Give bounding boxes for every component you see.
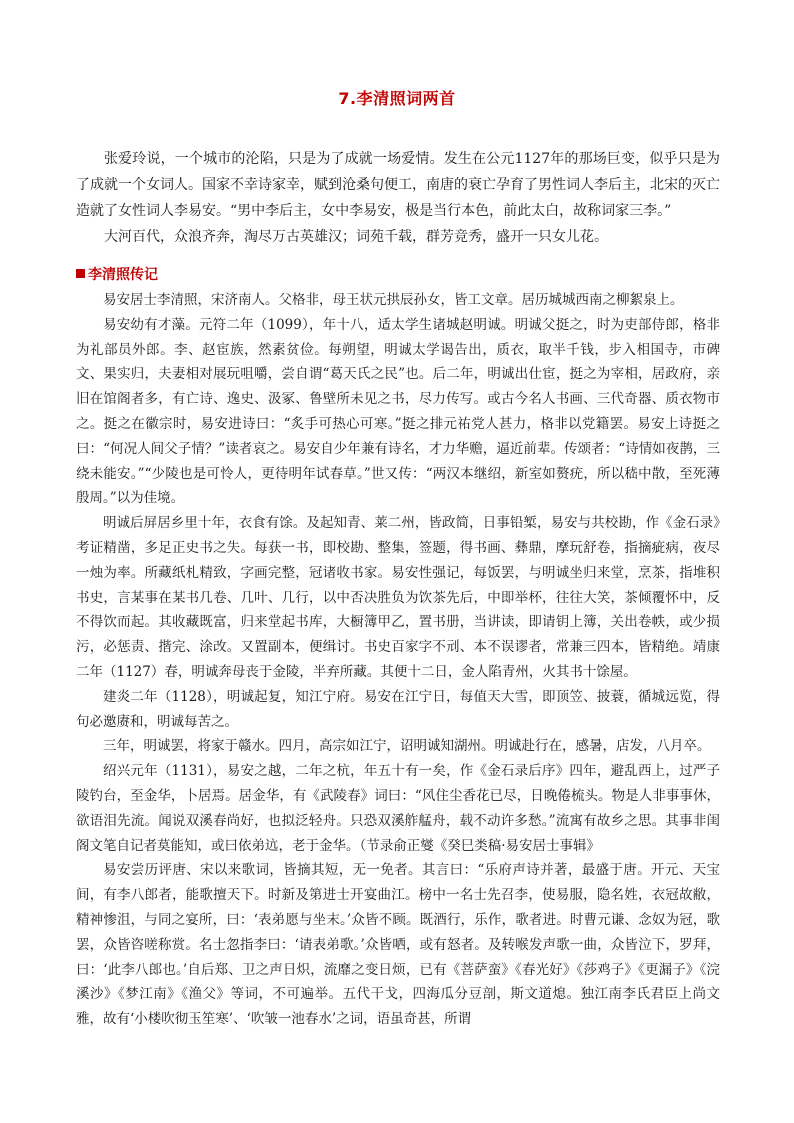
intro-paragraph: 张爱玲说，一个城市的沦陷，只是为了成就一场爱情。发生在公元1127年的那场巨变，似乎只是为了成就一个女词人。国家不幸诗家幸，赋到沧桑句便工，南唐的衰亡孕育了男性词人李后主，北宋的灭亡造就了女性词人李易安。“男中李后主，女中李易安，极是当行本色，前此太白，故称词家三李。” bbox=[76, 151, 720, 219]
section-heading-text: 李清照传记 bbox=[88, 267, 158, 283]
bio-paragraph: 绍兴元年（1131），易安之越，二年之杭，年五十有一矣，作《金石录后序》四年，避乱西上，过严子陵钓台，至金华，卜居焉。居金华，有《武陵春》词曰：“风住尘香花已尽，日晚倦梳头。物是人非事事休，欲语泪先流。闻说双溪春尚好，也拟泛轻舟。只恐双溪舴艋舟，载不动许多愁。”流寓有故乡之思。其事非闺阁文笔自记者莫能知，或曰依弟迒，老于金华。（节录俞正燮《癸巳类稿·易安居士事辑》 bbox=[76, 763, 720, 854]
square-bullet-icon bbox=[76, 269, 85, 278]
bio-paragraph: 易安尝历评唐、宋以来歌词，皆摘其短，无一免者。其言曰：“乐府声诗并著，最盛于唐。开元、天宝间，有李八郎者，能歌擅天下。时新及第进士开宴曲江。榜中一名士先召李，使易服，隐名姓，衣冠故敝，精神惨沮，与同之宴所，曰：‘表弟愿与坐末。’众皆不顾。既酒行，乐作，歌者进。时曹元谦、念奴为冠，歌罢，众皆咨嗟称赏。名士忽指李曰：‘请表弟歌。’众皆哂，或有怒者。及转喉发声歌一曲，众皆泣下，罗拜，曰：‘此李八郎也。’自后郑、卫之声日炽，流靡之变日烦，已有《菩萨蛮》《春光好》《莎鸡子》《更漏子》《浣溪沙》《梦江南》《渔父》等词，不可遍举。五代干戈，四海瓜分豆剖，斯文道熄。独江南李氏君臣上尚文雅，故有‘小楼吹彻玉笙寒’、‘吹皱一池春水’之词，语虽奇甚，所谓 bbox=[76, 862, 720, 1028]
bio-paragraph: 明诚后屏居乡里十年，衣食有馀。及起知青、莱二州，皆政简，日事铅椠，易安与共校勘，作《金石录》考证精凿，多足正史书之失。每获一书，即校勘、整集，签题，得书画、彝鼎，摩玩舒卷，指摘疵病，夜尽一烛为率。所藏纸札精致，字画完整，冠诸收书家。易安性强记，每饭罢，与明诚坐归来堂，烹茶，指堆积书史，言某事在某书几卷、几叶、几行，以中否决胜负为饮茶先后，中即举杯，往往大笑，茶倾覆怀中，反不得饮而起。其收藏既富，归来堂起书库，大橱簿甲乙，置书册，当讲读，即请钥上簿，关出卷帙，或少损污，必惩责、揩完、涂改。又置副本，便缉讨。书史百家字不刓、本不误谬者，常兼三四本，皆精绝。靖康二年（1127）春，明诚奔母丧于金陵，半弃所藏。其便十二日，金人陷青州，火其书十馀屋。 bbox=[76, 515, 720, 680]
bio-paragraph: 易安幼有才藻。元符二年（1099），年十八，适太学生诸城赵明诚。明诚父挺之，时为吏部侍郎，格非为礼部员外郎。李、赵宦族，然素贫俭。每朔望，明诚太学谒告出，质衣，取半千钱，步入相国寺，市碑文、果实归，夫妻相对展玩咀嚼，尝自谓“葛天氏之民”也。后二年，明诚出仕宦，挺之为宰相，居政府，亲旧在馆阁者多，有亡诗、逸史、汲冢、鲁壁所未见之书，尽力传写。或古今名人书画、三代奇器、质衣物市之。挺之在徽宗时，易安进诗曰：“炙手可热心可寒。”挺之排元祐党人甚力，格非以党籍罢。易安上诗挺之曰：“何况人间父子情？”读者哀之。易安自少年兼有诗名，才力华赡，逼近前辈。传颂者：“诗情如夜鹊，三绕未能安。”“少陵也是可怜人，更待明年试春草。”世又传：“两汉本继绍，新室如赘疣，所以嵇中散，至死薄殷周。”以为佳境。 bbox=[76, 316, 720, 507]
intro-section bbox=[76, 146, 720, 250]
biography-body bbox=[76, 288, 720, 1032]
bio-paragraph: 三年，明诚罢，将家于赣水。四月，高宗如江宁，诏明诚知湖州。明诚赴行在，感暑，店发，八月卒。 bbox=[103, 738, 711, 755]
bio-paragraph: 建炎二年（1128），明诚起复，知江宁府。易安在江宁日，每值天大雪，即顶笠、披蓑，循城远览，得句必邀赓和，明诚每苦之。 bbox=[76, 688, 720, 730]
document-title: 7.李清照词两首 bbox=[338, 89, 456, 108]
bio-paragraph: 易安居士李清照，宋济南人。父格非，母王状元拱辰孙女，皆工文章。居历城城西南之柳絮泉上。 bbox=[103, 292, 684, 308]
section-heading bbox=[76, 264, 158, 284]
intro-paragraph: 大河百代，众浪齐奔，淘尽万古英雄汉；词苑千载，群芳竞秀，盛开一只女儿花。 bbox=[104, 229, 608, 245]
